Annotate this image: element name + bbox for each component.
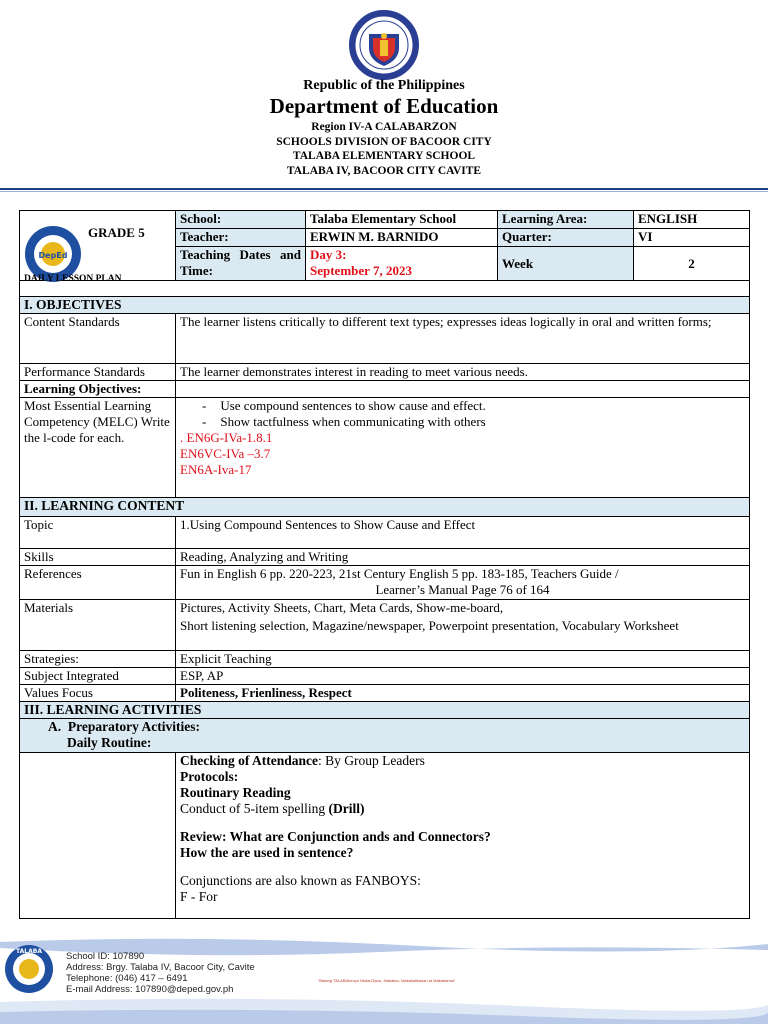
- page-footer: [0, 936, 768, 1024]
- content-standards-value: The learner listens critically to different text types; expresses ideas logically in oral and written forms;: [176, 314, 750, 364]
- footer-address: Address: Brgy. Talaba IV, Bacoor City, Cavite: [66, 962, 255, 973]
- routinary-reading-label: Routinary Reading: [180, 785, 291, 800]
- drill-label: (Drill): [328, 801, 365, 816]
- materials-value: [176, 600, 750, 651]
- skills-label: Skills: [20, 549, 176, 566]
- grade-cell: [20, 211, 176, 284]
- protocols-label: Protocols:: [180, 769, 239, 784]
- attendance-text: : By Group Leaders: [318, 753, 425, 768]
- header-divider: [0, 188, 768, 190]
- footer-telephone: Telephone: (046) 417 – 6491: [66, 973, 188, 984]
- materials-label: Materials: [20, 600, 176, 651]
- footer-email: E-mail Address: 107890@deped.gov.ph: [66, 984, 234, 995]
- school-motto: "Batang TALABAhenyo Maka-Diyos, Makatao, Makakalikasan at Makabansa": [318, 978, 456, 983]
- review-question: How the are used in sentence?: [180, 845, 354, 860]
- quarter-value: VI: [634, 229, 750, 247]
- references-value: [176, 566, 750, 600]
- melc-item: - Use compound sentences to show cause and effect.: [200, 398, 745, 414]
- fanboys-line: Conjunctions are also known as FANBOYS:: [180, 873, 421, 888]
- republic-line: Republic of the Philippines: [303, 78, 465, 93]
- day-value: Day 3:: [310, 247, 347, 262]
- subject-integrated-label: Subject Integrated: [20, 668, 176, 685]
- review-question: Review: What are Conjunction ands and Connectors?: [180, 829, 491, 844]
- learning-objectives-value: [176, 381, 750, 398]
- performance-standards-value: The learner demonstrates interest in reading to meet various needs.: [176, 364, 750, 381]
- lesson-plan-table: [19, 210, 750, 919]
- dates-label: Teaching Dates and Time:: [176, 247, 306, 281]
- fanboys-item: F - For: [180, 889, 218, 904]
- subject-integrated-value: ESP, AP: [176, 668, 750, 685]
- values-focus-label: Values Focus: [20, 685, 176, 702]
- strategies-value: Explicit Teaching: [176, 651, 750, 668]
- school-value: Talaba Elementary School: [306, 211, 498, 229]
- melc-code: EN6A-Iva-17: [180, 462, 252, 477]
- footer-contact-block: [66, 951, 255, 995]
- quarter-label: Quarter:: [498, 229, 634, 247]
- activities-content: [176, 753, 750, 919]
- week-label: Week: [498, 247, 634, 281]
- melc-code: . EN6G-IVa-1.8.1: [180, 430, 273, 445]
- content-standards-label: Content Standards: [20, 314, 176, 364]
- spelling-line: [180, 801, 745, 817]
- materials-line: Short listening selection, Magazine/newspaper, Powerpoint presentation, Vocabulary Worksheet: [180, 618, 679, 633]
- department-title: Department of Education: [269, 94, 499, 118]
- date-value: [306, 247, 498, 281]
- melc-item: - Show tactfulness when communicating with others: [200, 414, 745, 430]
- area-value: ENGLISH: [634, 211, 750, 229]
- preparatory-label: A. Preparatory Activities:: [48, 719, 200, 734]
- performance-standards-label: Performance Standards: [20, 364, 176, 381]
- grade-label: GRADE 5: [88, 225, 145, 240]
- learning-objectives-label: Learning Objectives:: [20, 381, 176, 398]
- spelling-text: Conduct of 5-item spelling: [180, 801, 329, 816]
- svg-text:DepEd: DepEd: [38, 251, 68, 260]
- school-label: School:: [176, 211, 306, 229]
- daily-routine-label: Daily Routine:: [67, 735, 152, 750]
- preparatory-heading: [20, 719, 750, 753]
- footer-school-logo: [4, 944, 54, 994]
- objectives-heading: I. OBJECTIVES: [20, 297, 750, 314]
- teacher-value: ERWIN M. BARNIDO: [306, 229, 498, 247]
- topic-label: Topic: [20, 517, 176, 549]
- date-text: September 7, 2023: [310, 263, 412, 278]
- learning-activities-heading: III. LEARNING ACTIVITIES: [20, 702, 750, 719]
- division-line: SCHOOLS DIVISION OF BACOOR CITY: [276, 135, 492, 148]
- melc-value: [176, 398, 750, 498]
- references-label: References: [20, 566, 176, 600]
- header-divider-thin: [0, 191, 768, 192]
- materials-line: Pictures, Activity Sheets, Chart, Meta Cards, Show-me-board,: [180, 600, 504, 615]
- topic-value: 1.Using Compound Sentences to Show Cause and Effect: [176, 517, 750, 549]
- footer-logo-text: TALABA: [16, 948, 42, 955]
- address-line: TALABA IV, BACOOR CITY CAVITE: [286, 164, 482, 177]
- references-line: Fun in English 6 pp. 220-223, 21st Century English 5 pp. 183-185, Teachers Guide /: [180, 566, 619, 581]
- spacer-row: [20, 281, 750, 297]
- skills-value: Reading, Analyzing and Writing: [176, 549, 750, 566]
- deped-seal-logo: [349, 10, 419, 80]
- header-address-block: [0, 120, 768, 178]
- melc-code: EN6VC-IVa –3.7: [180, 446, 271, 461]
- school-line: TALABA ELEMENTARY SCHOOL: [292, 150, 476, 162]
- lesson-plan-label: DAILY LESSON PLAN: [24, 274, 122, 284]
- attendance-label: Checking of Attendance: [180, 753, 318, 768]
- melc-label: Most Essential Learning Competency (MELC) Write the l-code for each.: [20, 398, 176, 498]
- attendance-line: [180, 753, 745, 769]
- activities-left-cell: [20, 753, 176, 919]
- school-id: School ID: 107890: [66, 951, 145, 962]
- learning-content-heading: II. LEARNING CONTENT: [20, 498, 750, 517]
- week-value: 2: [634, 247, 750, 281]
- area-label: Learning Area:: [498, 211, 634, 229]
- region-line: Region IV-A CALABARZON: [311, 121, 457, 133]
- references-line: Learner’s Manual Page 76 of 164: [375, 582, 550, 597]
- melc-list: [180, 398, 745, 430]
- strategies-label: Strategies:: [20, 651, 176, 668]
- teacher-label: Teacher:: [176, 229, 306, 247]
- values-focus-value: Politeness, Frienliness, Respect: [176, 685, 750, 702]
